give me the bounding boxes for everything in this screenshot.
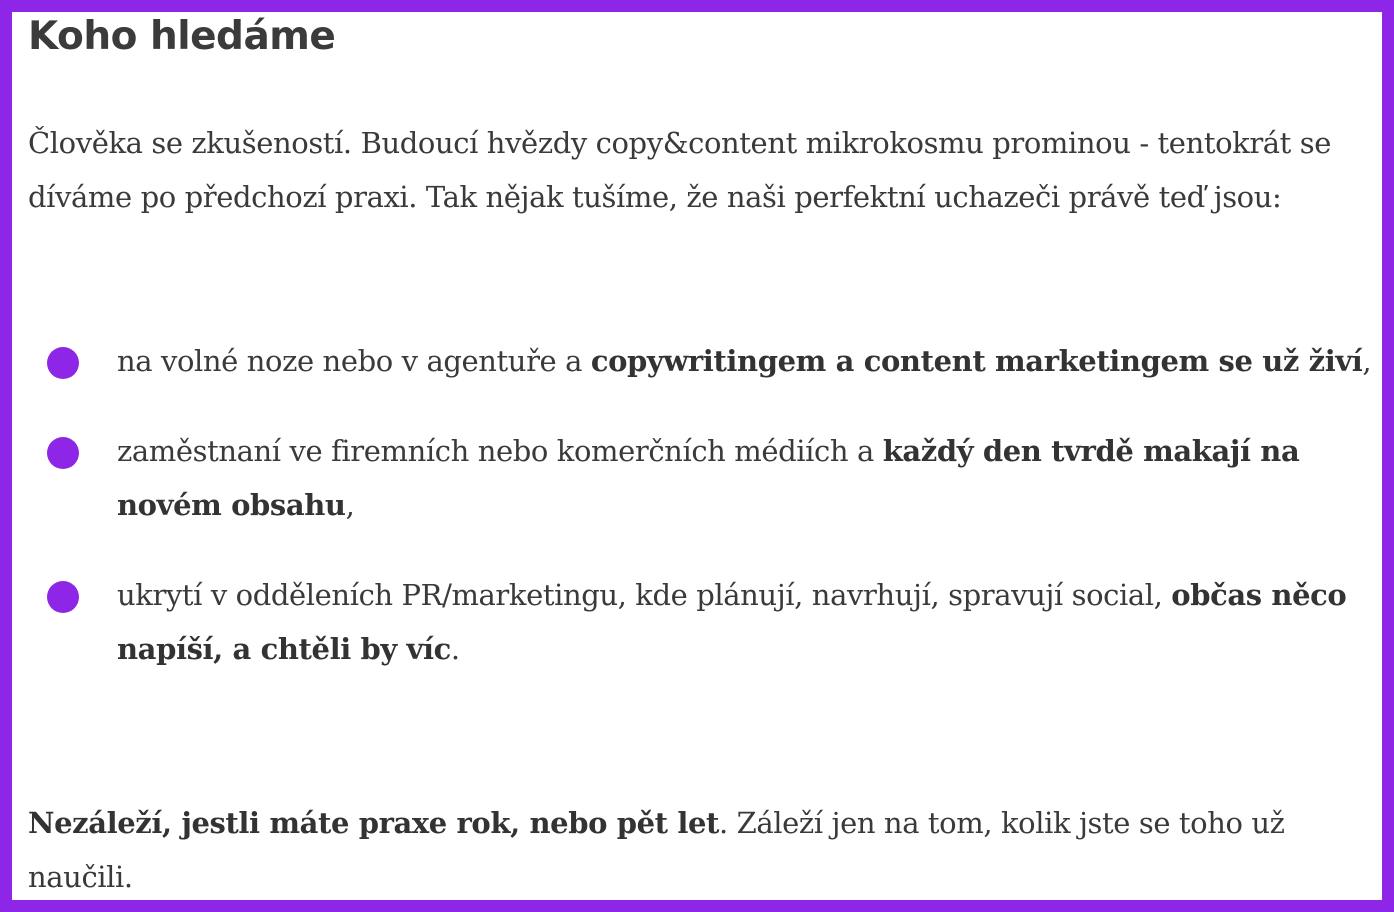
list-item xyxy=(28,568,1373,676)
list-item xyxy=(28,334,1373,388)
bullet-dot-icon xyxy=(47,347,79,379)
list-item-tail: , xyxy=(1362,344,1372,378)
list-item-tail: . xyxy=(450,632,460,666)
candidate-list xyxy=(28,334,1373,712)
list-item-bold: občas něco napíší, a chtěli by víc xyxy=(117,578,1347,666)
list-item-tail: , xyxy=(345,488,355,522)
list-item-bold: každý den tvrdě makají na novém obsahu xyxy=(117,434,1300,522)
bullet-dot-icon xyxy=(47,581,79,613)
section-heading: Koho hledáme xyxy=(28,14,336,59)
bullet-dot-icon xyxy=(47,437,79,469)
list-item-text: zaměstnaní ve firemních nebo komerčních médiích a xyxy=(117,434,883,468)
intro-paragraph: Člověka se zkušeností. Budoucí hvězdy copy&content mikrokosmu prominou - tentokrát se díváme po předchozí praxi. Tak nějak tušíme, že naši perfektní uchazeči právě teď jsou: xyxy=(28,126,1332,214)
list-item-bold: copywritingem a content marketingem se už živí xyxy=(590,344,1363,378)
outro-paragraph xyxy=(28,796,1373,904)
list-item-text: na volné noze nebo v agentuře a xyxy=(117,344,591,378)
outro-text: . Záleží jen na tom, kolik jste se toho už naučili. xyxy=(28,806,1285,894)
outro-bold: Nezáleží, jestli máte praxe rok, nebo pět let xyxy=(28,806,719,840)
list-item xyxy=(28,424,1373,532)
list-item-text: ukrytí v odděleních PR/marketingu, kde plánují, navrhují, spravují social, xyxy=(117,578,1172,612)
